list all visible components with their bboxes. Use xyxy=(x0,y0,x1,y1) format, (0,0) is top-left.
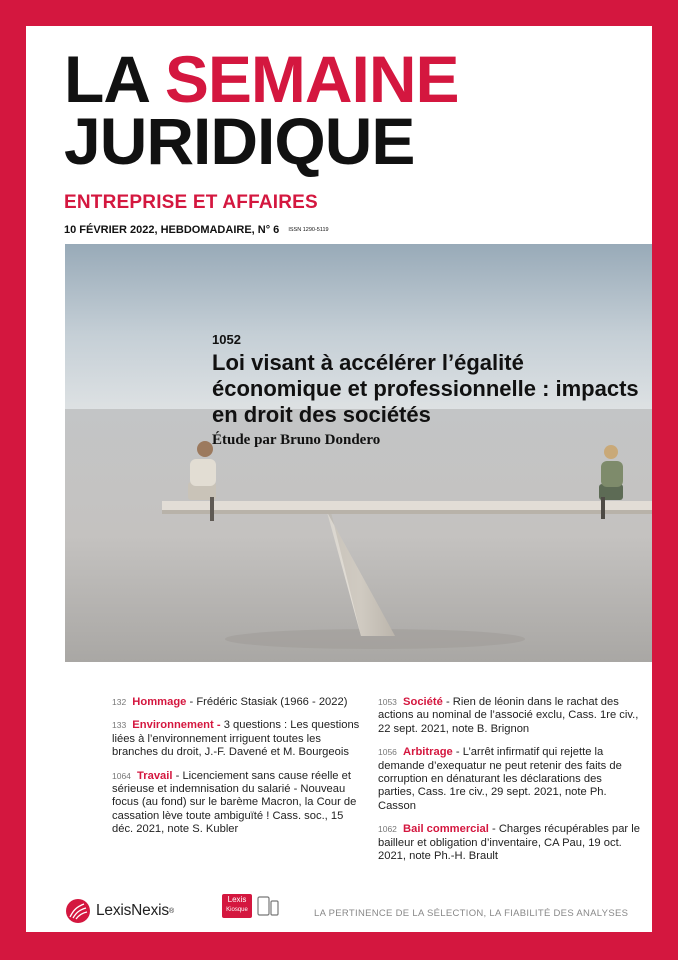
summary-left-column xyxy=(112,696,362,847)
entry-category: Société xyxy=(403,696,443,708)
masthead-semaine: SEMAINE xyxy=(164,42,459,116)
entry-text: L’arrêt infirmatif qui rejette la demande d’exequatur ne peut retenir des faits de corruption en dénaturant les déclarations des parties, Cass. 1re civ., 29 sept. 2021, note Ph. Casson xyxy=(378,746,622,812)
masthead-la: LA xyxy=(64,42,148,116)
entry-number: 132 xyxy=(112,697,127,707)
tagline: LA PERTINENCE DE LA SÉLECTION, LA FIABILITÉ DES ANALYSES xyxy=(314,908,629,919)
issn: ISSN 1290-5119 xyxy=(288,227,329,234)
publisher-name: LexisNexis xyxy=(96,902,169,919)
entry-category: Arbitrage xyxy=(403,746,453,759)
lexisnexis-tree-icon xyxy=(64,898,92,924)
article-author: Étude par Bruno Dondero xyxy=(212,432,381,448)
entry-text: Charges récupérables par le bailleur et obligation d’inventaire, CA Pau, 19 oct. 2021, note Ph.-H. Brault xyxy=(378,823,640,863)
issue-date: 10 FÉVRIER 2022, HEBDOMADAIRE, N° 6 xyxy=(64,224,280,236)
entry-text: Rien de léonin dans le rachat des actions au nominal de l’associé exclu, Cass. 1re civ., 22 sept. 2021, note B. Brignon xyxy=(378,696,639,735)
seesaw-plank xyxy=(162,501,652,510)
entry-category: Bail commercial xyxy=(403,823,489,836)
entry-text: Licenciement sans cause réelle et sérieuse et indemnisation du salarié - Nouveau focus (au fond) sur le barème Macron, la Cour de cassation lève toute ambiguïté ! Cass. soc., 15 déc. 2021, note S. Kubler xyxy=(112,769,357,836)
edition-title: ENTREPRISE ET AFFAIRES xyxy=(64,192,318,213)
masthead xyxy=(64,42,459,178)
seesaw-illustration xyxy=(65,244,652,662)
registered-mark: ® xyxy=(168,907,175,915)
kiosque-badge-group[interactable] xyxy=(222,894,280,918)
summary-entry[interactable]: 1062 Bail commercial - Charges récupérables par le bailleur et obligation d’inventaire, CA Pau, 19 oct. 2021, note Ph.-H. Brault xyxy=(378,823,640,863)
article-number: 1052 xyxy=(212,332,241,347)
magazine-cover xyxy=(26,26,652,932)
entry-number: 1062 xyxy=(378,824,397,835)
summary-entry[interactable]: 1056 Arbitrage - L’arrêt infirmatif qui rejette la demande d’exequatur ne peut retenir des faits de corruption en dénaturant les déclarations des parties, Cass. 1re civ., 29 sept. 2021, note Ph. Casson xyxy=(378,746,622,812)
devices-icon xyxy=(256,894,280,918)
entry-text: Frédéric Stasiak (1966 - 2022) xyxy=(196,696,348,708)
entry-number: 1056 xyxy=(378,747,397,758)
publisher-logo[interactable] xyxy=(64,898,174,924)
cover-image xyxy=(65,244,652,662)
entry-number: 1053 xyxy=(378,697,397,707)
masthead-juridique: JURIDIQUE xyxy=(64,104,415,178)
summary-entry[interactable]: 1053 Société - Rien de léonin dans le rachat des actions au nominal de l’associé exclu, Cass. 1re civ., 22 sept. 2021, note B. Brignon xyxy=(378,696,639,735)
entry-category: Travail xyxy=(137,769,173,782)
dateline xyxy=(64,224,329,236)
entry-category: Hommage xyxy=(132,696,187,708)
summary-entry[interactable]: 132 Hommage - Frédéric Stasiak (1966 - 2022) xyxy=(112,696,348,708)
summary-entry[interactable]: 1064 Travail - Licenciement sans cause réelle et sérieuse et indemnisation du salarié - Nouveau focus (au fond) sur le barème Macron, la Cour de cassation lève toute ambiguïté ! Cass. soc., 15 déc. 2021, note S. Kubler xyxy=(112,769,357,836)
masthead-line-1 xyxy=(64,42,459,116)
entry-number: 1064 xyxy=(112,770,131,781)
lexis-kiosque-logo xyxy=(222,894,252,918)
entry-category: Environnement xyxy=(132,719,214,732)
kiosque-line-2: Kiosque xyxy=(226,907,248,913)
entry-number: 133 xyxy=(112,720,127,731)
kiosque-line-1: Lexis xyxy=(227,895,247,904)
article-title: Loi visant à accélérer l’égalité économique et professionnelle : impacts en droit des sociétés xyxy=(212,350,639,427)
summary-right-column xyxy=(378,696,640,873)
summary-entry[interactable]: 133 Environnement - 3 questions : Les questions liées à l’environnement irriguent toutes les branches du droit, J.-F. Davené et M. Bourgeois xyxy=(112,719,360,759)
footer xyxy=(26,886,652,932)
entry-text: 3 questions : Les questions liées à l’environnement irriguent toutes les branches du droit, J.-F. Davené et M. Bourgeois xyxy=(112,719,360,759)
